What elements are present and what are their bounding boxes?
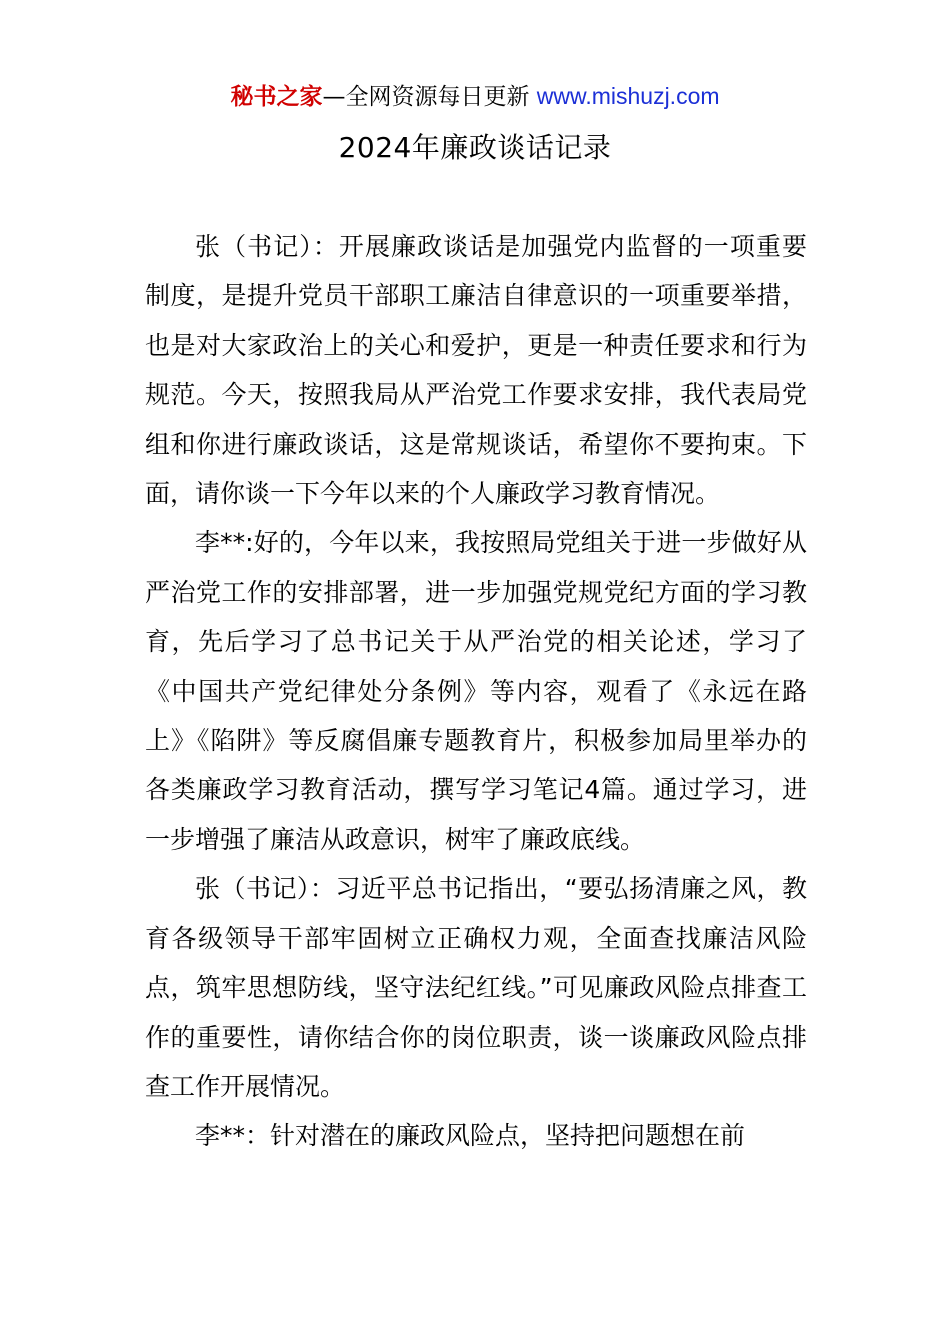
site-tagline: —全网资源每日更新: [322, 84, 537, 110]
paragraph-2: 李**:好的，今年以来，我按照局党组关于进一步做好从严治党工作的安排部署，进一步加强党规党纪方面的学习教育，先后学习了总书记关于从严治党的相关论述，学习了《中国共产党纪律处分条例》等内容，观看了《永远在路上》《陷阱》等反腐倡廉专题教育片，积极参加局里举办的各类廉政学习教育活动，撰写学习笔记4篇。通过学习，进一步增强了廉洁从政意识，树牢了廉政底线。: [145, 528, 807, 854]
site-brand: 秘书之家: [230, 84, 323, 110]
paragraph-1: 张（书记）：开展廉政谈话是加强党内监督的一项重要制度，是提升党员干部职工廉洁自律意识的一项重要举措，也是对大家政治上的关心和爱护，更是一种责任要求和行为规范。今天，按照我局从严治党工作要求安排，我代表局党组和你进行廉政谈话，这是常规谈话，希望你不要拘束。下面，请你谈一下今年以来的个人廉政学习教育情况。: [145, 232, 807, 509]
site-url-link[interactable]: www.mishuzj.com: [536, 83, 720, 109]
site-header: [0, 80, 950, 113]
document-body: [145, 222, 807, 1161]
paragraph-4: 李**：针对潜在的廉政风险点，坚持把问题想在前: [195, 1121, 746, 1151]
document-title: 2024年廉政谈话记录: [338, 131, 612, 164]
paragraph-3: 张（书记）：习近平总书记指出，“要弘扬清廉之风，教育各级领导干部牢固树立正确权力观，全面查找廉洁风险点，筑牢思想防线，坚守法纪红线。”可见廉政风险点排查工作的重要性，请你结合你的岗位职责，谈一谈廉政风险点排查工作开展情况。: [145, 874, 807, 1101]
